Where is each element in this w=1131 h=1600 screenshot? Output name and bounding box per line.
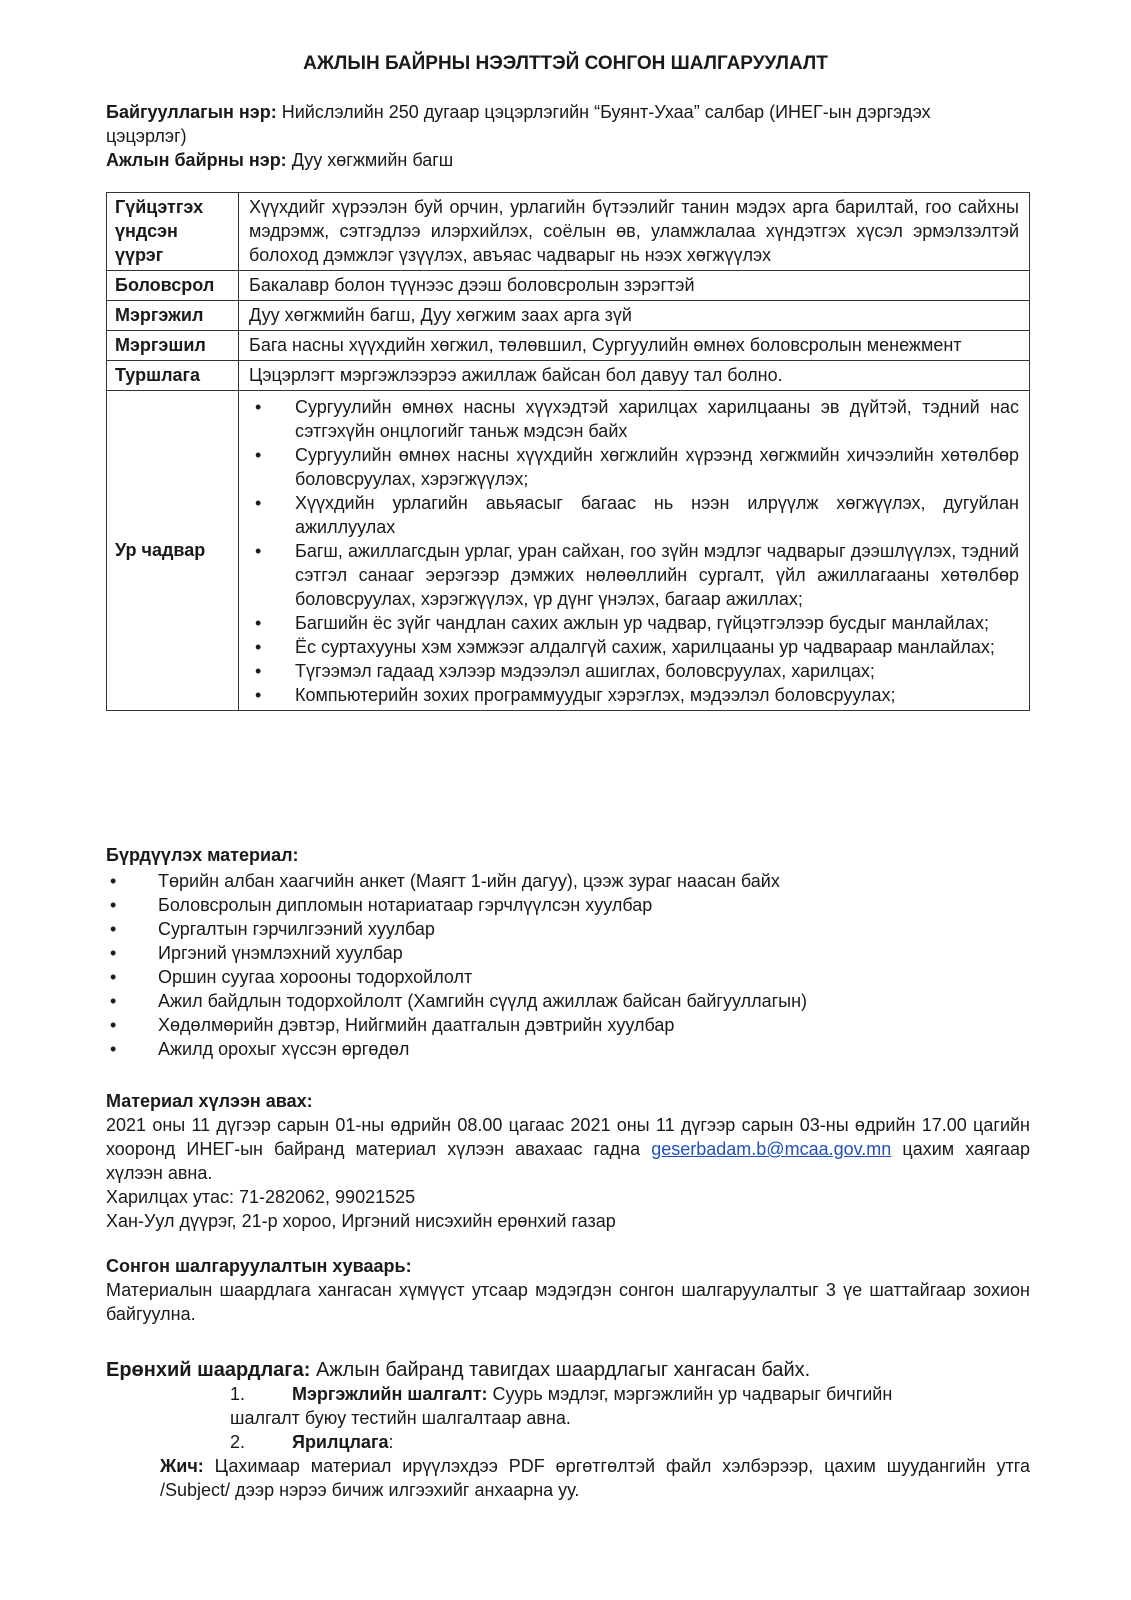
row-text: Хүүхдийг хүрээлэн буй орчин, урлагийн бүтээлийг танин мэдэх арга барилтай, гоо сайхны мэдрэмж, сэтгэдлээ илэрхийлэх, соёлын өв, уламжлалаа хүндэтгэх хүсэл эрмэлзэлтэй болоход дэмжлэг үзүүлэх, авъяас чадварыг нь нээх хөгжүүлэх bbox=[239, 193, 1030, 271]
org-value: Нийслэлийн 250 дугаар цэцэрлэгийн “Буянт-Ухаа” салбар (ИНЕГ-ын дэргэдэх цэцэрлэг) bbox=[106, 102, 931, 146]
email-suffix: цахим хаягаар хүлээн авна. bbox=[106, 1139, 1030, 1183]
row-label: Боловсрол bbox=[107, 271, 239, 301]
email-link[interactable]: geserbadam.b@mcaa.gov.mn bbox=[651, 1139, 892, 1159]
schedule-section bbox=[106, 1254, 1030, 1326]
page-title: АЖЛЫН БАЙРНЫ НЭЭЛТТЭЙ СОНГОН ШАЛГАРУУЛАЛТ bbox=[303, 53, 828, 74]
list-item: • Иргэний үнэмлэхний хуулбар bbox=[106, 941, 1030, 965]
row-label: Ур чадвар bbox=[107, 391, 239, 711]
step-label: Мэргэжлийн шалгалт: bbox=[292, 1384, 488, 1404]
table-row bbox=[107, 331, 1030, 361]
row-text: Бакалавр болон түүнээс дээш боловсролын зэрэгтэй bbox=[239, 271, 1030, 301]
list-item: • Хөдөлмөрийн дэвтэр, Нийгмийн даатгалын дэвтрийн хуулбар bbox=[106, 1013, 1030, 1037]
list-item: • Ажил байдлын тодорхойлолт (Хамгийн сүүлд ажиллаж байсан байгууллагын) bbox=[106, 989, 1030, 1013]
step-2 bbox=[106, 1430, 1030, 1454]
list-item: • Сургуулийн өмнөх насны хүүхэдтэй харилцах харилцааны эв дүйтэй, тэдний нас сэтгэхүйн онцлогийг таньж мэдсэн байх bbox=[249, 395, 1019, 443]
phone-line: Харилцах утас: 71-282062, 99021525 bbox=[106, 1187, 416, 1207]
requirements-table bbox=[106, 192, 1030, 711]
org-line bbox=[106, 100, 986, 148]
table-row bbox=[107, 193, 1030, 271]
general-line bbox=[106, 1358, 1030, 1382]
table-row bbox=[107, 301, 1030, 331]
row-text: Бага насны хүүхдийн хөгжил, төлөвшил, Сургуулийн өмнөх боловсролын менежмент bbox=[239, 331, 1030, 361]
step-label: Ярилцлага bbox=[292, 1432, 389, 1452]
position-line bbox=[106, 148, 986, 172]
materials-heading: Бүрдүүлэх материал: bbox=[106, 845, 299, 865]
step-number: 1. bbox=[230, 1384, 246, 1404]
address-line: Хан-Уул дүүрэг, 21-р хороо, Иргэний нисэхийн ерөнхий газар bbox=[106, 1211, 616, 1231]
table-row bbox=[107, 271, 1030, 301]
list-item: • Боловсролын дипломын нотариатаар гэрчлүүлсэн хуулбар bbox=[106, 893, 1030, 917]
table-row bbox=[107, 361, 1030, 391]
step-colon: : bbox=[388, 1432, 394, 1452]
general-text: Ажлын байранд тавигдах шаардлагыг хангасан байх. bbox=[310, 1359, 811, 1381]
org-info bbox=[106, 100, 986, 172]
row-text: Цэцэрлэгт мэргэжлээрээ ажиллаж байсан бол давуу тал болно. bbox=[239, 361, 1030, 391]
list-item: • Компьютерийн зохих программуудыг хэрэглэх, мэдээлэл боловсруулах; bbox=[249, 683, 1019, 707]
org-label: Байгууллагын нэр: bbox=[106, 102, 277, 122]
list-item: • Багшийн ёс зүйг чандлан сахих ажлын ур чадвар, гүйцэтгэлээр бусдыг манлайлах; bbox=[249, 611, 1019, 635]
step-1-continued: шалгалт буюу тестийн шалгалтаар авна. bbox=[230, 1408, 571, 1428]
receive-section bbox=[106, 1089, 1030, 1233]
list-item: • Хүүхдийн урлагийн авьяасыг багаас нь нээн илрүүлж хөгжүүлэх, дугуйлан ажиллуулах bbox=[249, 491, 1019, 539]
list-item: • Багш, ажиллагсдын урлаг, уран сайхан, гоо зүйн мэдлэг чадварыг дээшлүүлэх, тэдний сэтгэл санааг эерэгээр дэмжих нөлөөллийн сургалт, үйл ажиллагааны хөтөлбөр боловсруулах, хэрэгжүүлэх, үр дүнг үнэлэх, багаар ажиллах; bbox=[249, 539, 1019, 611]
step-number: 2. bbox=[230, 1432, 246, 1452]
list-item: • Ёс суртахууны хэм хэмжээг алдалгүй сахиж, харилцааны ур чадвараар манлайлах; bbox=[249, 635, 1019, 659]
position-label: Ажлын байрны нэр: bbox=[106, 150, 287, 170]
list-item: • Ажилд орохыг хүссэн өргөдөл bbox=[106, 1037, 1030, 1061]
row-text: Дуу хөгжмийн багш, Дуу хөгжим заах арга зүй bbox=[239, 301, 1030, 331]
row-label: Туршлага bbox=[107, 361, 239, 391]
note bbox=[106, 1454, 1030, 1502]
receive-period: 2021 оны 11 дүгээр сарын 01-ны өдрийн 08.00 цагаас 2021 оны 11 дүгээр сарын 03-ны өдрийн 17.00 цагийн хооронд ИНЕГ-ын байранд материал хүлээн авахаас гадна bbox=[106, 1115, 1030, 1159]
general-section bbox=[106, 1358, 1030, 1502]
position-value: Дуу хөгжмийн багш bbox=[291, 150, 454, 170]
list-item: • Сургуулийн өмнөх насны хүүхдийн хөгжлийн хүрээнд хөгжмийн хичээлийн хөтөлбөр боловсруулах, хэрэгжүүлэх; bbox=[249, 443, 1019, 491]
materials-section bbox=[106, 843, 1030, 1061]
skills-cell bbox=[239, 391, 1030, 711]
list-item: • Түгээмэл гадаад хэлээр мэдээлэл ашиглах, боловсруулах, харилцах; bbox=[249, 659, 1019, 683]
schedule-heading: Сонгон шалгаруулалтын хуваарь: bbox=[106, 1256, 412, 1276]
list-item: • Сургалтын гэрчилгээний хуулбар bbox=[106, 917, 1030, 941]
row-label: Гүйцэтгэх үндсэн үүрэг bbox=[107, 193, 239, 271]
materials-list bbox=[106, 869, 1030, 1061]
schedule-text: Материалын шаардлага хангасан хүмүүст утсаар мэдэгдэн сонгон шалгаруулалтыг 3 үе шаттайгаар зохион байгуулна. bbox=[106, 1280, 1030, 1324]
note-text: Цахимаар материал ирүүлэхдээ PDF өргөтгөлтэй файл хэлбэрээр, цахим шуудангийн утга /Subject/ дээр нэрээ бичиж илгээхийг анхаарна уу. bbox=[160, 1456, 1030, 1500]
receive-heading: Материал хүлээн авах: bbox=[106, 1091, 313, 1111]
skills-list bbox=[249, 395, 1019, 707]
step-text: Суурь мэдлэг, мэргэжлийн ур чадварыг бичгийн bbox=[487, 1384, 893, 1404]
step-1 bbox=[106, 1382, 1030, 1406]
general-heading: Ерөнхий шаардлага: bbox=[106, 1359, 311, 1381]
row-label: Мэргэжил bbox=[107, 301, 239, 331]
list-item: • Оршин суугаа хорооны тодорхойлолт bbox=[106, 965, 1030, 989]
row-label: Мэргэшил bbox=[107, 331, 239, 361]
list-item: • Төрийн албан хаагчийн анкет (Маягт 1-ийн дагуу), цээж зураг наасан байх bbox=[106, 869, 1030, 893]
receive-text bbox=[106, 1113, 1030, 1185]
note-label: Жич: bbox=[160, 1456, 204, 1476]
table-row bbox=[107, 391, 1030, 711]
